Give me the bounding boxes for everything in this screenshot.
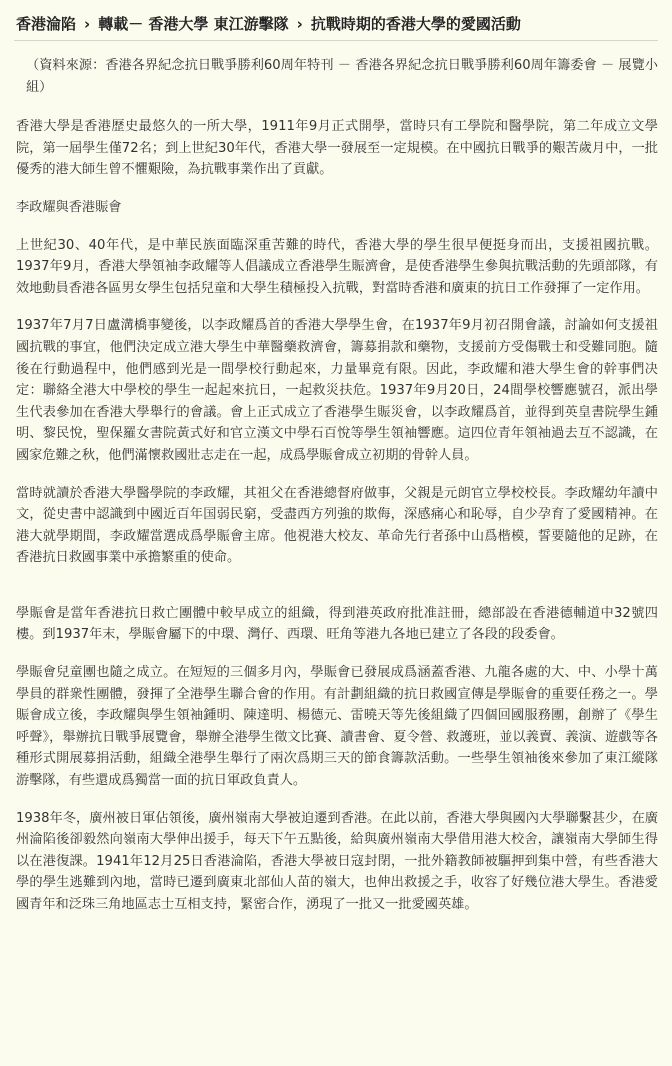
article-intro-paragraph: 香港大學是香港歷史最悠久的一所大學，1911年9月正式開學，當時只有工學院和醫學院，第二年成立文學院，第一屆學生僅72名；到上世紀30年代，香港大學一發展至一定規模。在中國抗日戰爭的艱苦歲月中，一批優秀的港大師生曾不懼艱險，為抗戰事業作出了貢獻。 <box>16 119 658 178</box>
article-source-note: （資料來源：香港各界紀念抗日戰爭勝利60周年特刊 － 香港各界紀念抗日戰爭勝利60周年籌委會 － 展覽小組） <box>26 58 658 95</box>
article-body <box>14 55 658 916</box>
breadcrumb-link-home[interactable]: 香港淪陷 <box>16 15 77 33</box>
breadcrumb-link-section[interactable]: 轉載－ 香港大學 東江游擊隊 <box>98 15 289 33</box>
article-subheading: 李政耀與香港賑會 <box>16 199 122 215</box>
breadcrumb-separator: › <box>84 15 91 33</box>
article-paragraph: 當時就讀於香港大學醫學院的李政耀，其祖父在香港總督府做事，父親是元朗官立學校校長。李政耀幼年讀中文，從史書中認識到中國近百年国弱民窮，受盡西方列強的欺侮，深感痛心和恥辱，自少孕育了愛國精神。在港大就學期間，李政耀當選成爲學賑會主席。他視港大校友、革命先行者孫中山爲楷模，誓要隨他的足跡，在香港抗日救國事業中承擔繁重的使命。 <box>16 485 658 566</box>
article-paragraph: 學賑會是當年香港抗日救亡團體中較早成立的組織，得到港英政府批准註冊，總部設在香港德輔道中32號四樓。到1937年末，學賑會屬下的中環、灣仔、西環、旺角等港九各地已建立了各段的段委會。 <box>16 605 658 643</box>
breadcrumb <box>16 12 658 36</box>
article-paragraph: 學賑會兒童團也隨之成立。在短短的三個多月內，學賑會已發展成爲涵蓋香港、九龍各處的大、中、小學十萬學員的群衆性團體，發揮了全港學生聯合會的作用。有計劃組織的抗日救國宣傳是學賑會的重要任務之一。學賑會成立後，李政耀與學生領袖鍾明、陳達明、楊德元、雷曉天等先後組織了四個回國服務團，創辦了《學生呼聲》，舉辦抗日戰爭展覽會，舉辦全港學生徵文比賽、讀書會、夏令營、救護班，並以義賣、義演、遊戲等各種形式開展募捐活動，組織全港學生舉行了兩次爲期三天的節食籌款活動。一些學生領袖後來參加了東江縱隊游擊隊，有些還成爲獨當一面的抗日軍政負責人。 <box>16 665 658 789</box>
breadcrumb-current-page-title: 抗戰時期的香港大學的愛國活動 <box>310 15 521 33</box>
article-paragraph: 1938年冬，廣州被日軍佔領後，廣州嶺南大學被迫遷到香港。在此以前，香港大學與國內大學聯繫甚少，在廣州淪陷後卻毅然向嶺南大學伸出援手，每天下午五點後，給與廣州嶺南大學借用港大校舍，讓嶺南大學師生得以在港復課。1941年12月25日香港淪陷，香港大學被日寇封閉，一批外籍教師被驅押到集中營，有些香港大學的學生逃難到內地，當時已遷到廣東北部仙人苗的嶺大，也伸出救援之手，收容了好幾位港大學生。香港愛國青年和泛珠三角地區志士互相支持，緊密合作，湧現了一批又一批愛國英雄。 <box>16 810 658 912</box>
divider <box>14 40 658 41</box>
article-paragraph: 上世紀30、40年代，是中華民族面臨深重苦難的時代，香港大學的學生很早便挺身而出，支援祖國抗戰。1937年9月，香港大學領袖李政耀等人倡議成立香港學生賑濟會，是使香港學生參與抗戰活動的先頭部隊，有效地動員香港各區男女學生包括兒童和大學生積極投入抗戰，對當時香港和廣東的抗日工作發揮了一定作用。 <box>16 237 658 296</box>
article-paragraph: 1937年7月7日盧溝橋事變後，以李政耀爲首的香港大學學生會，在1937年9月初召開會議，討論如何支援祖國抗戰的事宜，他們決定成立港大學生中華醫藥救濟會，籌募捐款和藥物，支援前方受傷戰士和受難同胞。隨後在行動過程中，他們感到光是一間學校行動起來，力量畢竟有限。因此，李政耀和港大學生會的幹事們决定：聯絡全港大中學校的學生一起起來抗日，一起救災扶危。1937年9月20日，24間學校響應號召，派出學生代表參加在香港大學舉行的會議。會上正式成立了香港學生賑災會，以李政耀爲首，並得到英皇書院學生鍾明、黎民悅，聖保羅女書院黃式好和官立漢文中學石百悅等學生領袖響應。這四位青年領袖過去互不認識，在國家危難之秋，他們滿懷救國壯志走在一起，成爲學賑會成立初期的骨幹人員。 <box>16 318 658 463</box>
breadcrumb-separator: › <box>296 15 303 33</box>
